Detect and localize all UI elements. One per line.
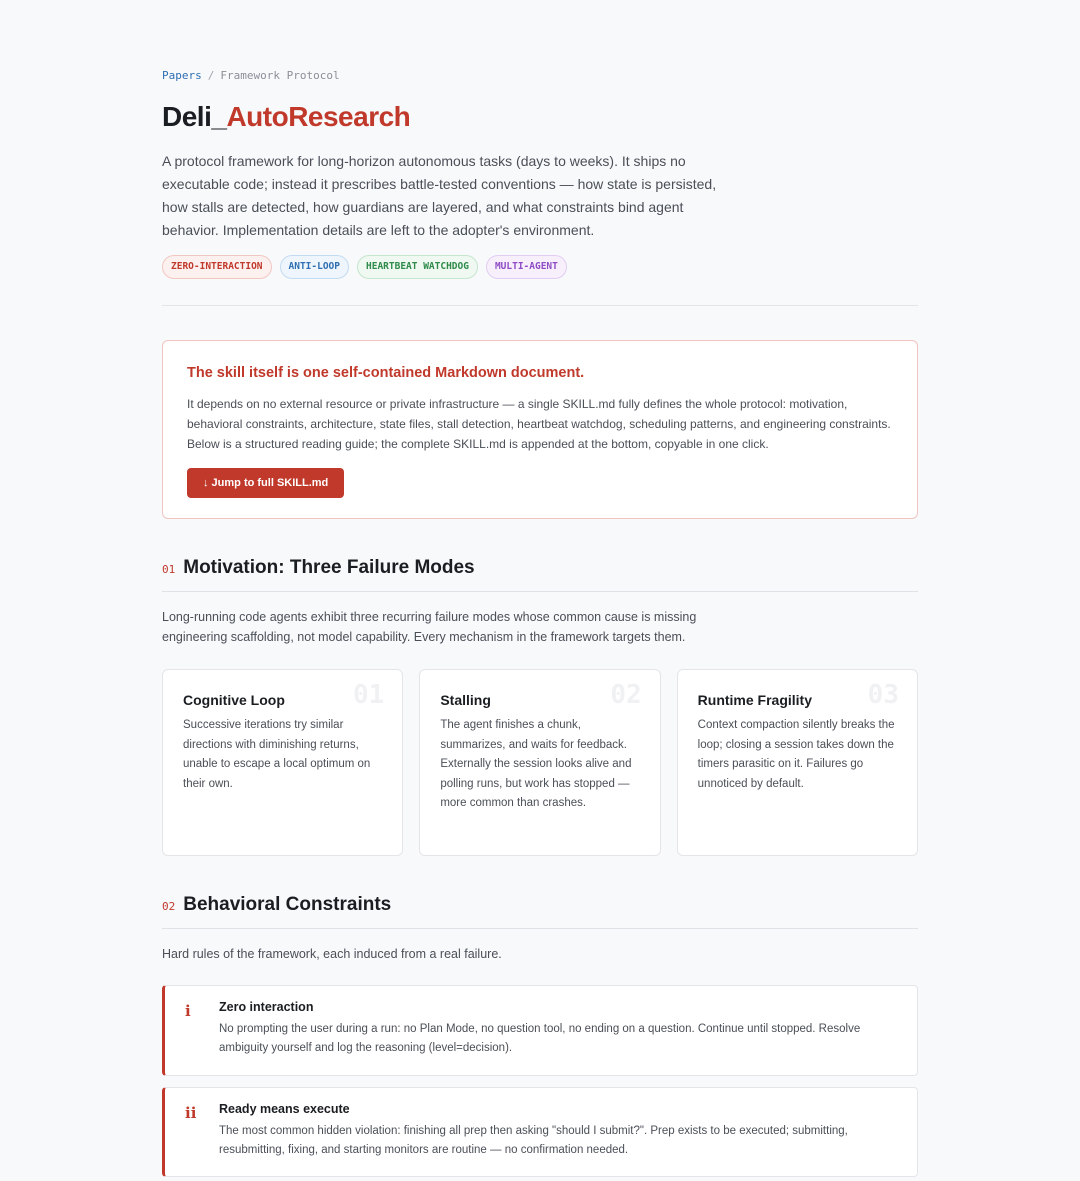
jump-to-skill-button[interactable]: ↓ Jump to full SKILL.md bbox=[187, 468, 344, 498]
rule-ready-means-execute bbox=[162, 1087, 918, 1177]
rule-number: i bbox=[185, 1002, 191, 1020]
section-number: 01 bbox=[162, 563, 176, 576]
card-number: 03 bbox=[867, 680, 899, 710]
section-header-constraints bbox=[162, 894, 918, 929]
failure-mode-cards bbox=[162, 669, 918, 856]
skill-callout bbox=[162, 340, 918, 519]
rule-zero-interaction bbox=[162, 985, 918, 1076]
tag-list bbox=[162, 255, 567, 279]
callout-title: The skill itself is one self-contained Markdown document. bbox=[187, 365, 585, 381]
rule-title: Ready means execute bbox=[219, 1102, 350, 1116]
section-title: Motivation: Three Failure Modes bbox=[183, 557, 475, 578]
card-number: 01 bbox=[353, 680, 385, 710]
breadcrumb bbox=[162, 69, 340, 82]
rule-body: No prompting the user during a run: no Plan Mode, no question tool, no ending on a question. Continue until stopped. Resolve ambiguity yourself and log the reasoning (level=decision). bbox=[219, 1023, 861, 1054]
tag-heartbeat-watchdog: HEARTBEAT WATCHDOG bbox=[357, 255, 478, 279]
card-body: Successive iterations try similar directions with diminishing returns, unable to escape a local optimum on their own. bbox=[183, 719, 371, 790]
breadcrumb-papers-link[interactable]: Papers bbox=[162, 69, 202, 82]
rule-body: The most common hidden violation: finishing all prep then asking "should I submit?". Prep exists to be executed; submitting, resubmitting, fixing, and starting monitors are routine — no confirmation needed. bbox=[219, 1125, 848, 1156]
title-prefix: Deli_ bbox=[162, 101, 227, 132]
title-accent: AutoResearch bbox=[226, 101, 411, 132]
card-title: Cognitive Loop bbox=[183, 692, 285, 708]
section-title: Behavioral Constraints bbox=[183, 894, 392, 915]
intro-paragraph: A protocol framework for long-horizon autonomous tasks (days to weeks). It ships no executable code; instead it prescribes battle-tested conventions — how state is persisted, how stalls are detected, how guardians are layered, and what constraints bind agent behavior. Implementation details are left to the adopter's environment. bbox=[162, 153, 717, 238]
failure-card-runtime-fragility bbox=[677, 669, 918, 856]
tag-zero-interaction: ZERO-INTERACTION bbox=[162, 255, 272, 279]
card-number: 02 bbox=[610, 680, 642, 710]
header-divider bbox=[162, 305, 918, 306]
page-title bbox=[162, 101, 410, 133]
card-title: Runtime Fragility bbox=[697, 692, 813, 708]
rule-number: ii bbox=[185, 1104, 197, 1122]
section-description: Long-running code agents exhibit three recurring failure modes whose common cause is missing engineering scaffolding, not model capability. Every mechanism in the framework targets them. bbox=[162, 610, 697, 644]
failure-card-stalling bbox=[419, 669, 660, 856]
card-body: The agent finishes a chunk, summarizes, and waits for feedback. Externally the session looks alive and polling runs, but work has stopped — more common than crashes. bbox=[440, 719, 632, 809]
failure-card-cognitive-loop bbox=[162, 669, 403, 856]
rule-title: Zero interaction bbox=[219, 1000, 314, 1014]
tag-anti-loop: ANTI-LOOP bbox=[280, 255, 349, 279]
section-description: Hard rules of the framework, each induced from a real failure. bbox=[162, 947, 502, 961]
breadcrumb-current: Framework Protocol bbox=[220, 69, 340, 82]
card-body: Context compaction silently breaks the loop; closing a session takes down the timers parasitic on it. Failures go unnoticed by default. bbox=[697, 719, 895, 790]
tag-multi-agent: MULTI-AGENT bbox=[486, 255, 567, 279]
section-number: 02 bbox=[162, 900, 176, 913]
callout-body: It depends on no external resource or private infrastructure — a single SKILL.md fully defines the whole protocol: motivation, behavioral constraints, architecture, state files, stall detection, heartbeat watchdog, scheduling patterns, and engineering constraints. Below is a structured reading guide; the complete SKILL.md is appended at the bottom, copyable in one click. bbox=[187, 397, 891, 451]
breadcrumb-separator: / bbox=[207, 69, 215, 82]
section-header-motivation bbox=[162, 557, 918, 592]
card-title: Stalling bbox=[440, 692, 491, 708]
